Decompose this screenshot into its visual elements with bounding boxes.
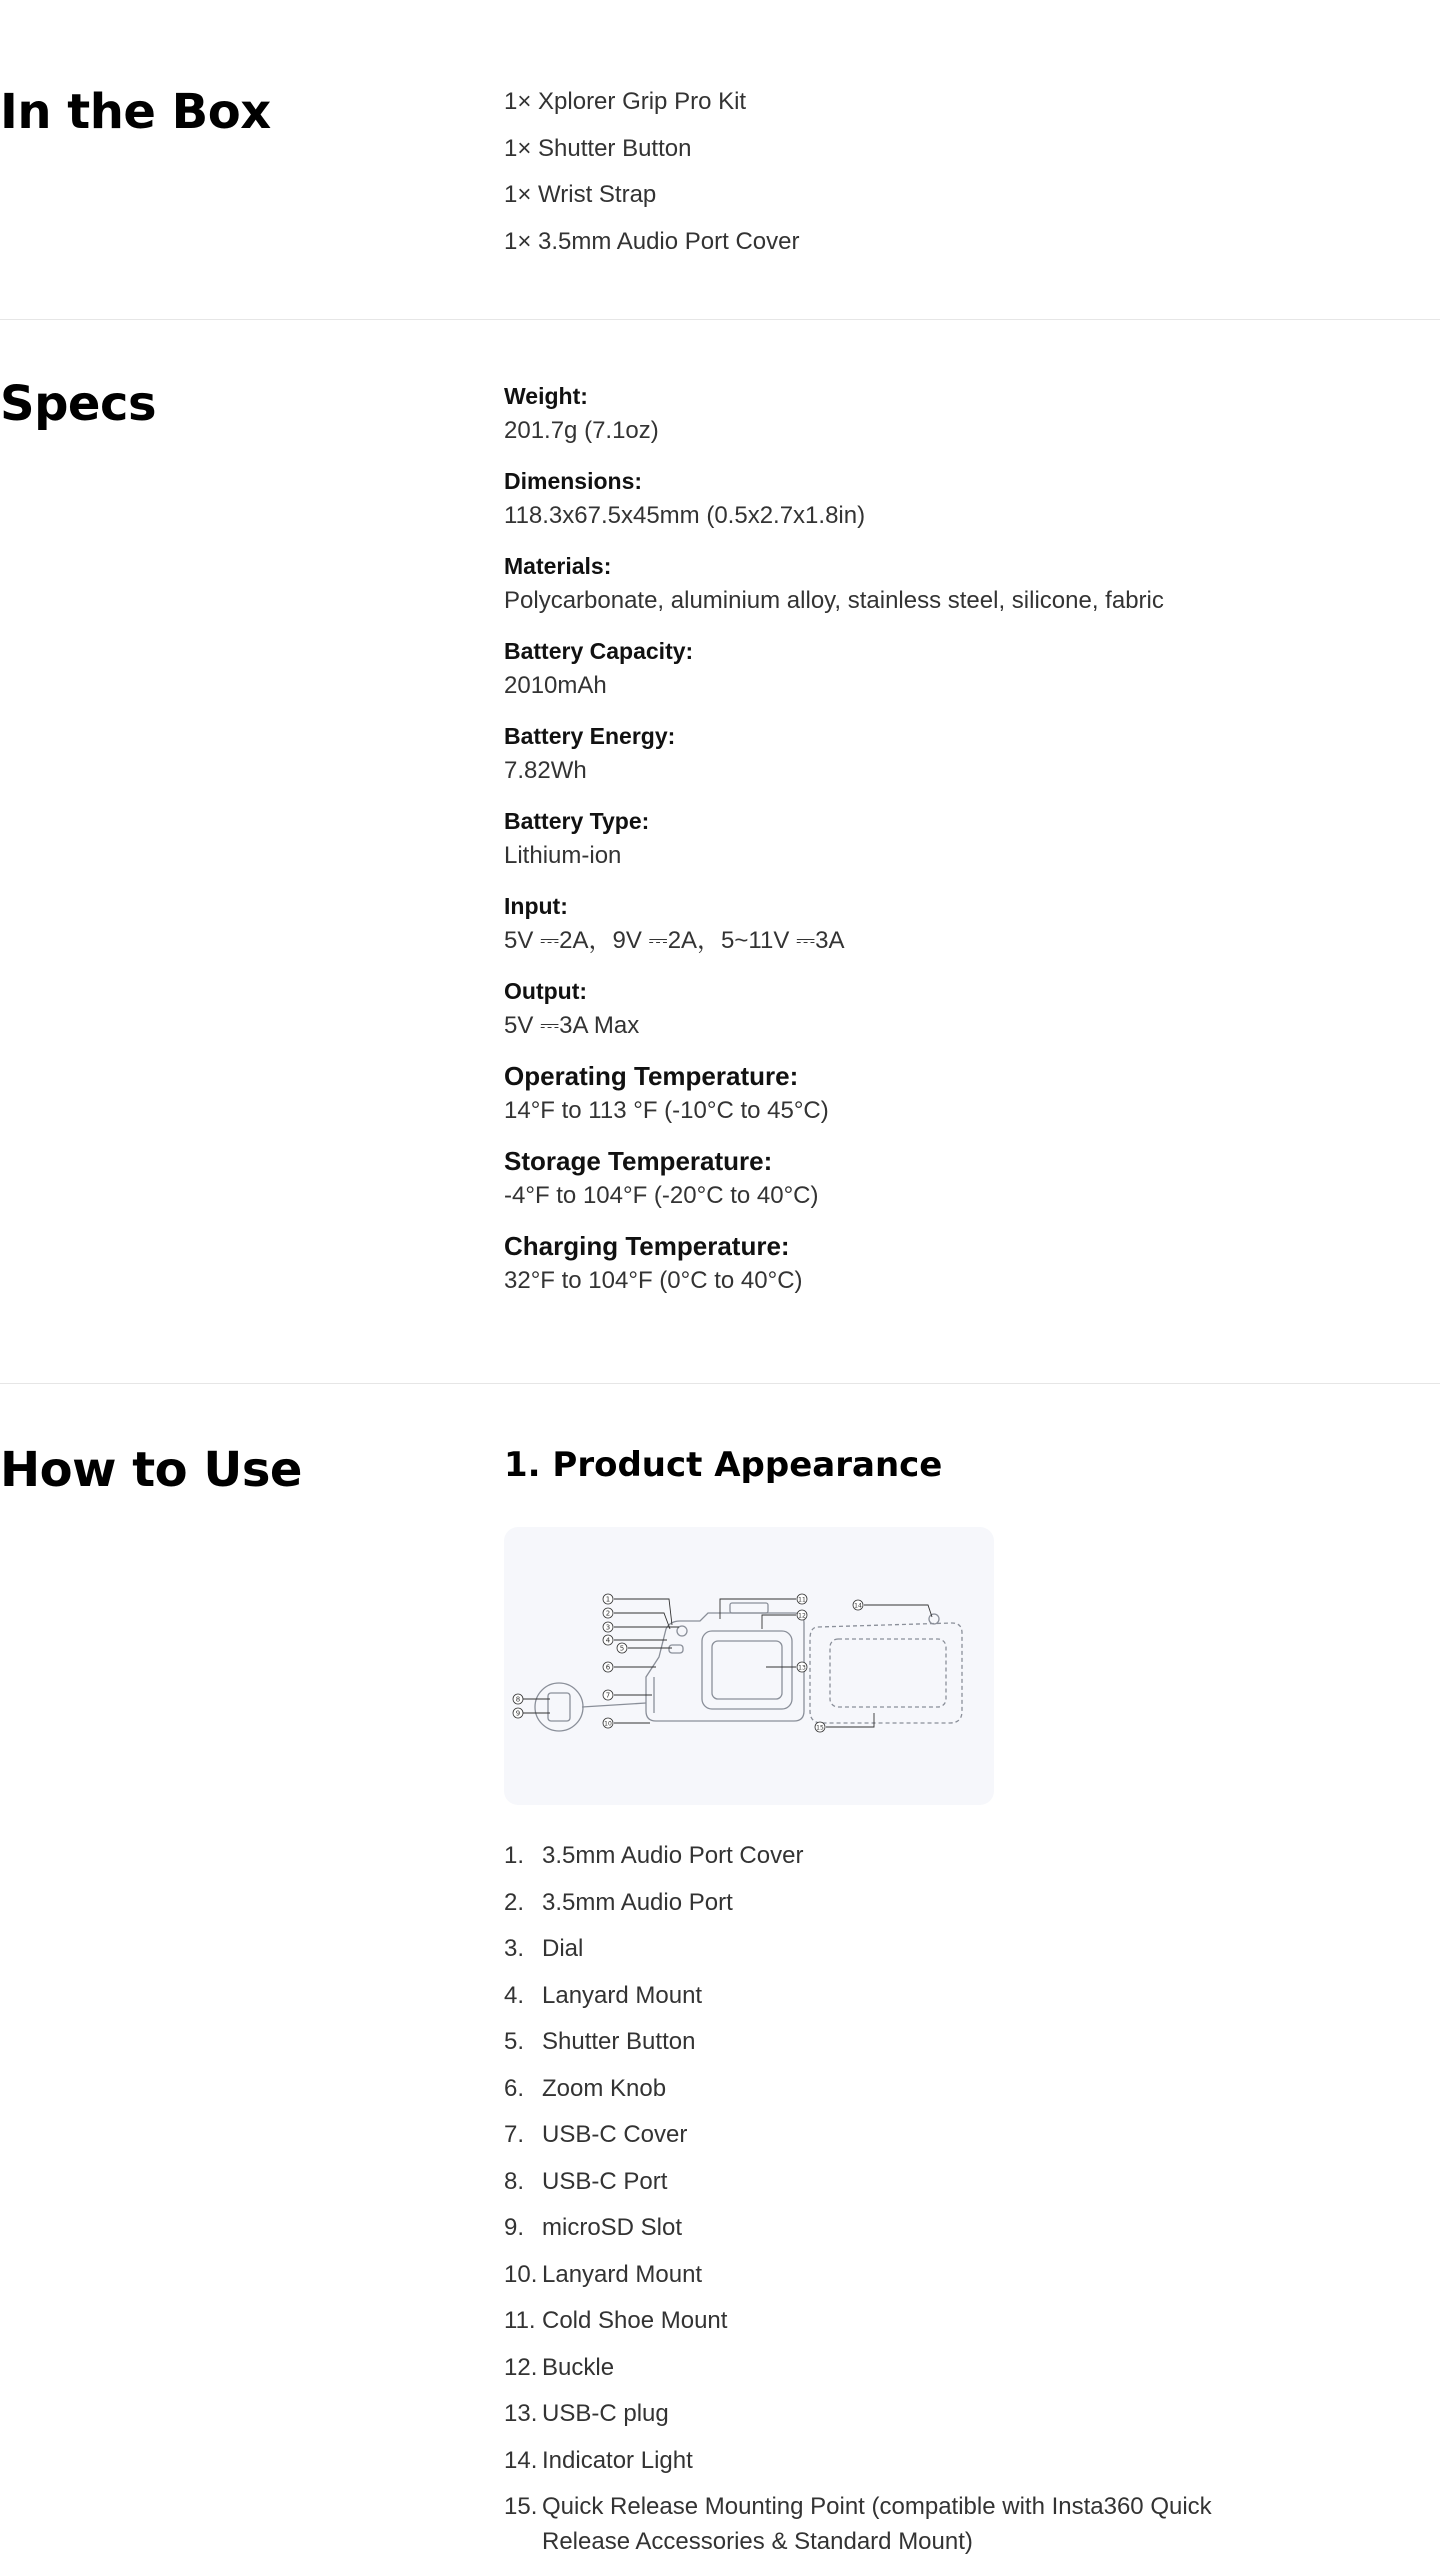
spec-label: Weight: xyxy=(504,383,588,409)
part-label: USB-C Port xyxy=(542,2167,668,2195)
box-item: 1× 3.5mm Audio Port Cover xyxy=(504,227,800,255)
specs-list xyxy=(504,380,1404,1315)
spec-label: Battery Energy: xyxy=(504,723,676,749)
part-label: Cold Shoe Mount xyxy=(542,2307,728,2334)
spec-value: 2010mAh xyxy=(504,672,607,699)
cold-shoe xyxy=(730,1603,768,1613)
detail-leader xyxy=(582,1703,646,1707)
spec-operating-temperature xyxy=(504,1060,1404,1128)
part-number: 10. xyxy=(504,2260,538,2288)
parts-list xyxy=(504,1833,1224,2559)
callout-label: 9 xyxy=(515,1709,521,1718)
spec-value: 7.82Wh xyxy=(504,757,587,784)
list-item xyxy=(504,2391,1224,2438)
leader-11 xyxy=(720,1599,796,1619)
leader-12 xyxy=(762,1615,796,1629)
spec-input xyxy=(504,890,1404,958)
callout-label: 3 xyxy=(605,1623,611,1632)
part-number: 9. xyxy=(504,2214,525,2241)
list-item xyxy=(504,2019,1224,2066)
callout-label: 5 xyxy=(619,1644,625,1653)
product-diagram-svg xyxy=(504,1527,994,1805)
list-item xyxy=(504,2112,1224,2159)
how-to-use-title: How to Use xyxy=(0,1442,302,1498)
part-number: 6. xyxy=(504,2074,525,2102)
spec-label: Charging Temperature: xyxy=(504,1231,790,1261)
part-label: microSD Slot xyxy=(542,2214,683,2241)
spec-label: Operating Temperature: xyxy=(504,1061,799,1091)
spec-label: Dimensions: xyxy=(504,468,643,494)
part-label: Quick Release Mounting Point (compatible with Insta360 Quick Release Accessories & Standard Mount) xyxy=(542,2493,1212,2555)
in-the-box-title: In the Box xyxy=(0,84,271,140)
spec-battery-capacity xyxy=(504,635,1404,703)
spec-label: Battery Capacity: xyxy=(504,638,694,664)
usb-port-detail xyxy=(548,1693,570,1721)
list-item xyxy=(504,2205,1224,2252)
spec-label: Battery Type: xyxy=(504,808,650,834)
spec-value: 14°F to 113 °F (-10°C to 45°C) xyxy=(504,1097,829,1124)
spec-value: Lithium-ion xyxy=(504,842,622,869)
spec-value: 32°F to 104°F (0°C to 40°C) xyxy=(504,1267,803,1294)
part-number: 11. xyxy=(504,2307,536,2334)
part-label: Lanyard Mount xyxy=(542,2260,703,2288)
part-number: 2. xyxy=(504,1888,525,1916)
in-the-box-section xyxy=(0,0,1440,320)
part-label: Lanyard Mount xyxy=(542,1981,703,2009)
part-number: 15. xyxy=(504,2493,538,2520)
callout-label: 7 xyxy=(605,1691,611,1700)
callout-label: 1 xyxy=(605,1595,611,1604)
callout-label: 15 xyxy=(816,1724,824,1732)
list-item xyxy=(504,1833,1224,1880)
list-item xyxy=(504,2484,1224,2559)
part-label: USB-C Cover xyxy=(542,2121,688,2148)
part-label: Zoom Knob xyxy=(542,2074,667,2102)
shutter-shape xyxy=(669,1645,683,1653)
box-item: 1× Xplorer Grip Pro Kit xyxy=(504,88,747,115)
list-item xyxy=(504,1926,1224,1973)
part-label: 3.5mm Audio Port xyxy=(542,1888,733,1916)
part-label: Shutter Button xyxy=(542,2028,696,2055)
list-item xyxy=(504,1880,1224,1927)
callout-label: 4 xyxy=(605,1636,611,1645)
part-label: Buckle xyxy=(542,2353,615,2381)
specs-title: Specs xyxy=(0,376,157,432)
spec-label: Output: xyxy=(504,978,588,1004)
product-appearance-diagram xyxy=(504,1527,994,1805)
camera-frame xyxy=(702,1631,792,1709)
rear-view-frame xyxy=(830,1639,946,1707)
detail-circle xyxy=(535,1683,583,1731)
part-number: 8. xyxy=(504,2167,525,2195)
part-label: USB-C plug xyxy=(542,2400,669,2427)
part-label: Indicator Light xyxy=(542,2446,693,2474)
spec-charging-temperature xyxy=(504,1230,1404,1298)
box-item: 1× Shutter Button xyxy=(504,134,692,162)
part-number: 12. xyxy=(504,2353,538,2381)
specs-section xyxy=(0,320,1440,1383)
callout-label: 14 xyxy=(854,1602,862,1610)
callout-label: 11 xyxy=(798,1596,806,1604)
part-number: 3. xyxy=(504,1935,525,1962)
leader-1 xyxy=(614,1599,672,1625)
callout-label: 6 xyxy=(605,1663,611,1672)
list-item xyxy=(504,2345,1224,2392)
spec-storage-temperature xyxy=(504,1145,1404,1213)
spec-value: 118.3x67.5x45mm (0.5x2.7x1.8in) xyxy=(504,502,866,529)
dial-knob xyxy=(677,1626,687,1636)
part-number: 7. xyxy=(504,2121,525,2148)
spec-weight xyxy=(504,380,1404,448)
callout-label: 13 xyxy=(798,1664,806,1672)
list-item xyxy=(504,2066,1224,2113)
indicator-light-shape xyxy=(929,1614,939,1624)
in-the-box-list xyxy=(504,79,799,265)
part-label: 3.5mm Audio Port Cover xyxy=(542,1842,804,1869)
spec-battery-energy xyxy=(504,720,1404,788)
camera-window xyxy=(712,1641,782,1699)
part-number: 1. xyxy=(504,1842,525,1869)
leader-14 xyxy=(864,1605,932,1617)
part-number: 14. xyxy=(504,2446,538,2474)
part-number: 4. xyxy=(504,1981,525,2009)
spec-output xyxy=(504,975,1404,1043)
spec-materials xyxy=(504,550,1404,618)
part-number: 5. xyxy=(504,2028,525,2055)
callout-label: 8 xyxy=(515,1695,521,1704)
callout-label: 12 xyxy=(798,1612,806,1620)
spec-value: 5V ⎓3A Max xyxy=(504,1012,640,1039)
list-item xyxy=(504,2298,1224,2345)
list-item xyxy=(504,2159,1224,2206)
part-label: Dial xyxy=(542,1935,584,1962)
callout-label: 2 xyxy=(605,1609,611,1618)
spec-dimensions xyxy=(504,465,1404,533)
product-appearance-heading: 1. Product Appearance xyxy=(504,1445,943,1485)
rear-view-outline xyxy=(810,1623,962,1723)
spec-label: Storage Temperature: xyxy=(504,1146,773,1176)
spec-value: 201.7g (7.1oz) xyxy=(504,417,659,444)
spec-value: -4°F to 104°F (-20°C to 40°C) xyxy=(504,1182,819,1209)
list-item xyxy=(504,2252,1224,2299)
list-item xyxy=(504,2438,1224,2485)
leader-15 xyxy=(826,1713,874,1727)
spec-label: Input: xyxy=(504,893,568,919)
list-item xyxy=(504,1973,1224,2020)
spec-value: Polycarbonate, aluminium alloy, stainless steel, silicone, fabric xyxy=(504,587,1164,614)
spec-value: 5V ⎓2A，9V ⎓2A，5~11V ⎓3A xyxy=(504,927,845,954)
spec-battery-type xyxy=(504,805,1404,873)
part-number: 13. xyxy=(504,2400,538,2427)
box-item: 1× Wrist Strap xyxy=(504,181,657,208)
callout-label: 10 xyxy=(604,1720,612,1728)
spec-label: Materials: xyxy=(504,553,612,579)
